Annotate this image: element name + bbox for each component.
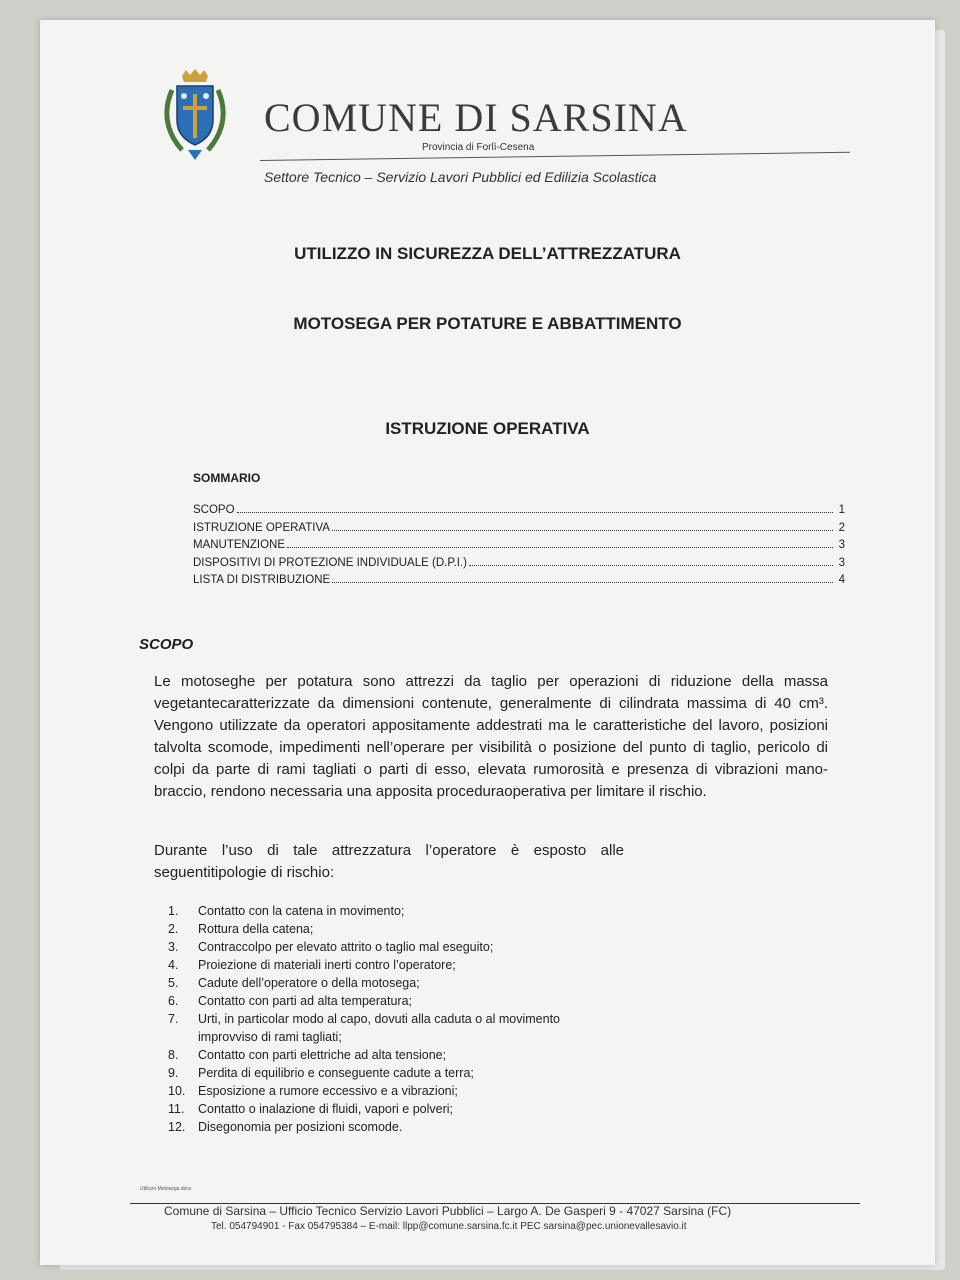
footer-file-note: Utilizzo Motosega.docx xyxy=(140,1186,192,1192)
toc-leader-dots xyxy=(332,521,833,531)
list-item-number: 5. xyxy=(168,976,179,990)
list-item-text: Perdita di equilibrio e conseguente cadute a terra; xyxy=(198,1066,474,1080)
document-title: UTILIZZO IN SICUREZZA DELL’ATTREZZATURA xyxy=(294,244,681,263)
list-item xyxy=(168,1100,598,1118)
list-item xyxy=(168,992,598,1010)
list-item-text: Proiezione di materiali inerti contro l’operatore; xyxy=(198,958,456,972)
section-heading-scopo: SCOPO xyxy=(139,636,194,653)
toc-entry[interactable] xyxy=(193,502,845,520)
toc-entry-page: 1 xyxy=(838,504,845,516)
list-item-number: 7. xyxy=(168,1012,179,1026)
list-item-number: 11. xyxy=(168,1102,185,1116)
toc-entry[interactable] xyxy=(193,572,845,590)
sector-label: Settore Tecnico – Servizio Lavori Pubblici ed Edilizia Scolastica xyxy=(264,169,657,185)
toc-entry[interactable] xyxy=(193,537,845,555)
table-of-contents-heading: SOMMARIO xyxy=(193,471,261,485)
document-page xyxy=(40,20,935,1265)
header-divider xyxy=(260,152,850,161)
toc-entry[interactable] xyxy=(193,555,845,573)
organization-name: COMUNE DI SARSINA xyxy=(264,95,688,140)
list-item-number: 8. xyxy=(168,1048,179,1062)
risk-list xyxy=(168,902,598,1136)
toc-leader-dots xyxy=(237,503,833,513)
toc-entry-label: ISTRUZIONE OPERATIVA xyxy=(193,521,330,534)
list-item-text: Rottura della catena; xyxy=(198,922,314,936)
table-of-contents xyxy=(193,502,845,590)
toc-entry-label: DISPOSITIVI DI PROTEZIONE INDIVIDUALE (D.P.I.) xyxy=(193,556,467,569)
province-label: Provincia di Forlì-Cesena xyxy=(422,142,535,153)
toc-entry-page: 2 xyxy=(838,521,845,534)
toc-entry-page: 3 xyxy=(838,556,845,569)
list-item-text: Disegonomia per posizioni scomode. xyxy=(198,1120,403,1134)
list-item-number: 2. xyxy=(168,922,179,936)
list-item xyxy=(168,956,598,974)
risk-intro-paragraph: Durante l’uso di tale attrezzatura l’operatore è esposto alle seguentitipologie di rischio: xyxy=(154,842,624,881)
footer-address: Comune di Sarsina – Ufficio Tecnico Servizio Lavori Pubblici – Largo A. De Gasperi 9 - 47027 Sarsina (FC) xyxy=(164,1204,732,1218)
list-item-text: Cadute dell’operatore o della motosega; xyxy=(198,976,420,990)
list-item-text: Contatto con parti elettriche ad alta tensione; xyxy=(198,1048,447,1062)
toc-leader-dots xyxy=(332,573,833,583)
list-item xyxy=(168,938,598,956)
list-item xyxy=(168,974,598,992)
toc-entry-page: 4 xyxy=(838,574,845,586)
toc-entry-label: MANUTENZIONE xyxy=(193,539,285,551)
list-item-number: 10. xyxy=(168,1084,186,1098)
list-item xyxy=(168,1010,598,1046)
toc-leader-dots xyxy=(469,556,833,566)
list-item-number: 6. xyxy=(168,994,179,1008)
coat-of-arms-logo xyxy=(160,68,230,163)
list-item-text: Contraccolpo per elevato attrito o taglio mal eseguito; xyxy=(198,940,494,954)
list-item xyxy=(168,1082,598,1100)
scopo-paragraph: Le motoseghe per potatura sono attrezzi da taglio per operazioni di riduzione della massa vegetantecaratterizzate da dimensioni contenute, generalmente di cilindrata massima di 40 cm³. Vengono utilizzate da operatori appositamente addestrati ma le caratteristiche del lavoro, posizioni talvolta scomode, impedimenti nell’operare per visibilità o posizione del punto di taglio, pericolo di colpi da parte di rami tagliati o parti di esso, elevata rumorosità e presenza di vibrazioni mano-braccio, rendono necessaria una apposita proceduraoperativa per limitare il rischio. xyxy=(154,673,828,800)
document-type-title: ISTRUZIONE OPERATIVA xyxy=(385,419,590,438)
footer-contacts: Tel. 054794901 - Fax 054795384 – E-mail: llpp@comune.sarsina.fc.it PEC sarsina@pec.unionevallesavio.it xyxy=(211,1221,687,1232)
list-item xyxy=(168,920,598,938)
list-item-number: 12. xyxy=(168,1120,186,1134)
toc-entry-label: SCOPO xyxy=(193,504,235,516)
toc-leader-dots xyxy=(287,538,833,548)
list-item-number: 1. xyxy=(168,904,179,918)
list-item-text: Contatto con parti ad alta temperatura; xyxy=(198,994,413,1008)
document-subtitle: MOTOSEGA PER POTATURE E ABBATTIMENTO xyxy=(293,314,682,333)
list-item-number: 4. xyxy=(168,958,179,972)
list-item xyxy=(168,1064,598,1082)
toc-entry-page: 3 xyxy=(838,539,845,551)
toc-entry[interactable] xyxy=(193,520,845,538)
list-item-number: 9. xyxy=(168,1066,179,1080)
toc-entry-label: LISTA DI DISTRIBUZIONE xyxy=(193,574,331,586)
list-item-text: Contatto con la catena in movimento; xyxy=(198,904,405,918)
list-item xyxy=(168,1046,598,1064)
list-item-text: Urti, in particolar modo al capo, dovuti alla caduta o al movimento improvviso di rami tagliati; xyxy=(198,1012,560,1044)
list-item-text: Contatto o inalazione di fluidi, vapori e polveri; xyxy=(198,1102,454,1116)
list-item-number: 3. xyxy=(168,940,179,954)
list-item-text: Esposizione a rumore eccessivo e a vibrazioni; xyxy=(198,1084,458,1098)
list-item xyxy=(168,902,598,920)
list-item xyxy=(168,1118,598,1136)
